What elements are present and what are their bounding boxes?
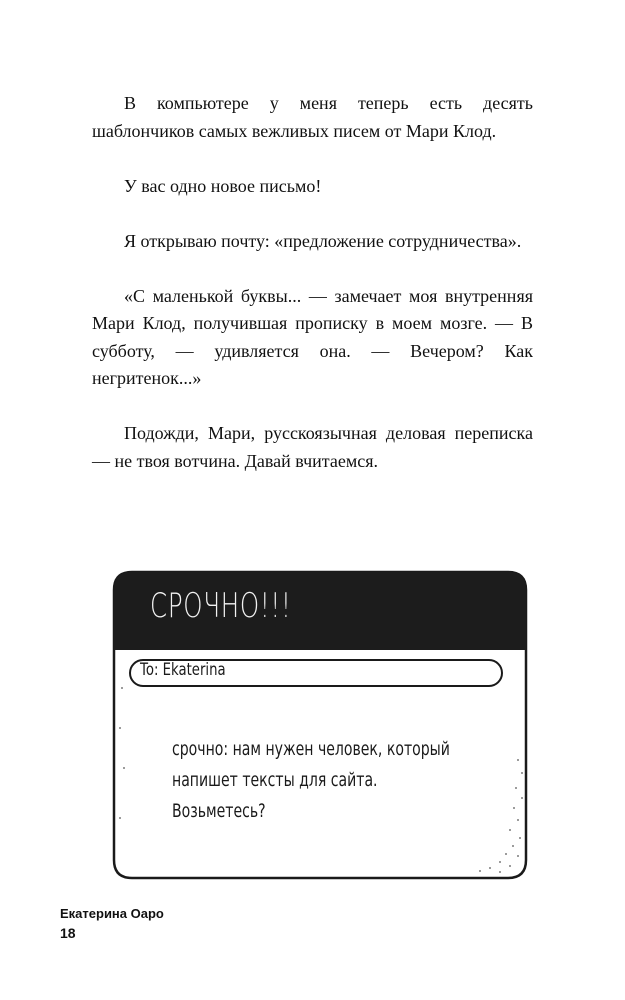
message-line-2: напишет тексты для сайта. (172, 769, 378, 791)
window-title: СРОЧНО!!! (150, 586, 292, 626)
to-field-text: To: Ekaterina (140, 660, 226, 680)
paragraph-3: Я открываю почту: «предложение сотрудничества». (124, 230, 522, 251)
body-text (92, 90, 533, 503)
message-line-3: Возьметесь? (172, 800, 266, 822)
email-window-illustration (110, 568, 530, 882)
paragraph-4: «С маленькой буквы... — замечает моя внутренняя Мари Клод, получившая прописку в моем мозге. — В субботу, — удивляется она. — Вечером? Как негритенок...» (92, 285, 533, 388)
page-number: 18 (60, 925, 76, 941)
paragraph-2: У вас одно новое письмо! (124, 175, 322, 196)
message-body (172, 734, 450, 827)
footer-author: Екатерина Оаро (60, 906, 164, 921)
paragraph-5: Подожди, Мари, русскоязычная деловая переписка — не твоя вотчина. Давай вчитаемся. (92, 423, 533, 471)
message-line-1: срочно: нам нужен человек, который (172, 738, 450, 760)
paragraph-1: В компьютере у меня теперь есть десять шаблончиков самых вежливых писем от Мари Клод. (92, 93, 533, 141)
